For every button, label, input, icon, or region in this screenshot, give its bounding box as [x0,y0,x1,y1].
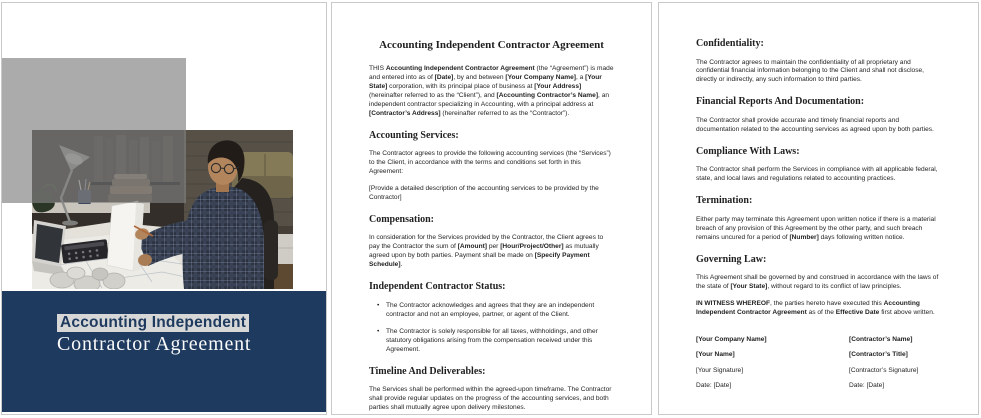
signature-field: Date: [Date] [849,382,885,390]
paragraph: In consideration for the Services provided by the Contractor, the Client agrees to pay the Contractor the sum of [Amount] per [Hour/Project/Other] as mutually agreed upon by both parties. Payment shall be made on [Specify Payment Schedule]. [369,234,604,269]
page-2-content [659,3,978,414]
bullet-item [369,328,614,355]
tablet [32,220,66,276]
paragraph: The Services shall be performed within the agreed-upon timeframe. The Contractor shall provide regular updates on the progress of the accounting services, and both parties shall mutually agree upon delivery milestones. [369,386,612,411]
page-1-body [369,65,614,413]
signature-field: [Contractor’s Name] [849,335,913,343]
bullet-icon: • [377,327,380,335]
signature-field: [Your Signature] [696,366,744,374]
section-heading: Confidentiality: [696,38,764,49]
agreement-page-1 [331,2,652,415]
section-heading: Independent Contractor Status: [369,281,506,293]
page-2-body [696,38,941,318]
bullet-text: The Contractor is solely responsible for all taxes, withholdings, and other statutory obligations arising from the compensation received under this Agreement. [386,327,598,353]
section-heading: Termination: [696,195,753,207]
signature-field: Date: [Date] [696,382,732,390]
signature-field: [Contractor’s Signature] [849,366,919,374]
section-heading: Accounting Services: [369,129,459,141]
signature-block [696,336,941,398]
section-heading: Governing Law: [696,253,767,265]
cover-title-line1: Accounting Independent [57,314,249,332]
paragraph: The Contractor shall perform the Services in compliance with all applicable federal, state, and local laws and regulations related to accounting practices. [696,166,938,183]
cover-page [1,2,327,415]
paragraph: THIS Accounting Independent Contractor Agreement (the “Agreement”) is made and entered into as of [Date], by and between [Your Company Name], a [Your State] corporation, with its principal place of business at [Your Address] (hereinafter referred to as the “Client”), and [Accounting Contractor’s Name], an independent contractor specializing in Accounting, with a principal address at [Contractor’s Address] (hereinafter referred to as the “Contractor”). [369,64,614,117]
agreement-page-2 [658,2,979,415]
bullet-icon: • [377,301,380,309]
paragraph: Either party may terminate this Agreement upon written notice if there is a material breach of any provision of this Agreement by the other party, and such breach remains uncured for a period of [Number] days following written notice. [696,215,936,241]
signature-field: [Your Company Name] [696,335,767,343]
paragraph: This Agreement shall be governed by and construed in accordance with the laws of the state of [Your State], without regard to its conflict of law principles. [696,274,939,290]
cover-title-band [2,291,326,412]
paragraph: IN WITNESS WHEREOF, the parties hereto have executed this Accounting Independent Contractor Agreement as of the Effective Date first above written. [696,299,935,316]
section-heading: Financial Reports And Documentation: [696,96,865,108]
signature-field: [Contractor’s Title] [849,351,908,359]
client-signature-column [696,336,849,398]
section-heading: Compliance With Laws: [696,145,800,157]
cover-title-line2: Contractor Agreement [57,333,252,355]
gray-overlay-rectangle [2,58,186,203]
paragraph: The Contractor agrees to provide the following accounting services (the “Services”) to the Client, in accordance with the terms and conditions set forth in this Agreement: [369,150,611,176]
paragraph: The Contractor shall provide accurate and timely financial reports and documentation related to the accounting services as agreed upon by both parties. [696,116,934,133]
signature-field: [Your Name] [696,351,735,359]
paragraph: [Provide a detailed description of the accounting services to be provided by the Contractor] [369,185,599,201]
document-title: Accounting Independent Contractor Agreement [379,39,604,51]
section-heading: Timeline And Deliverables: [369,365,486,377]
contractor-signature-column [849,336,941,398]
bullet-item [369,302,614,320]
bullet-text: The Contractor acknowledges and agrees that they are an independent contractor and not an employee, partner, or agent of the Client. [386,301,595,318]
page-1-content [332,3,651,414]
section-heading: Compensation: [369,213,435,225]
paragraph: The Contractor agrees to maintain the confidentiality of all proprietary and confidential financial information belonging to the Client and shall not disclose, directly or indirectly, any such information to third parties. [696,58,924,84]
